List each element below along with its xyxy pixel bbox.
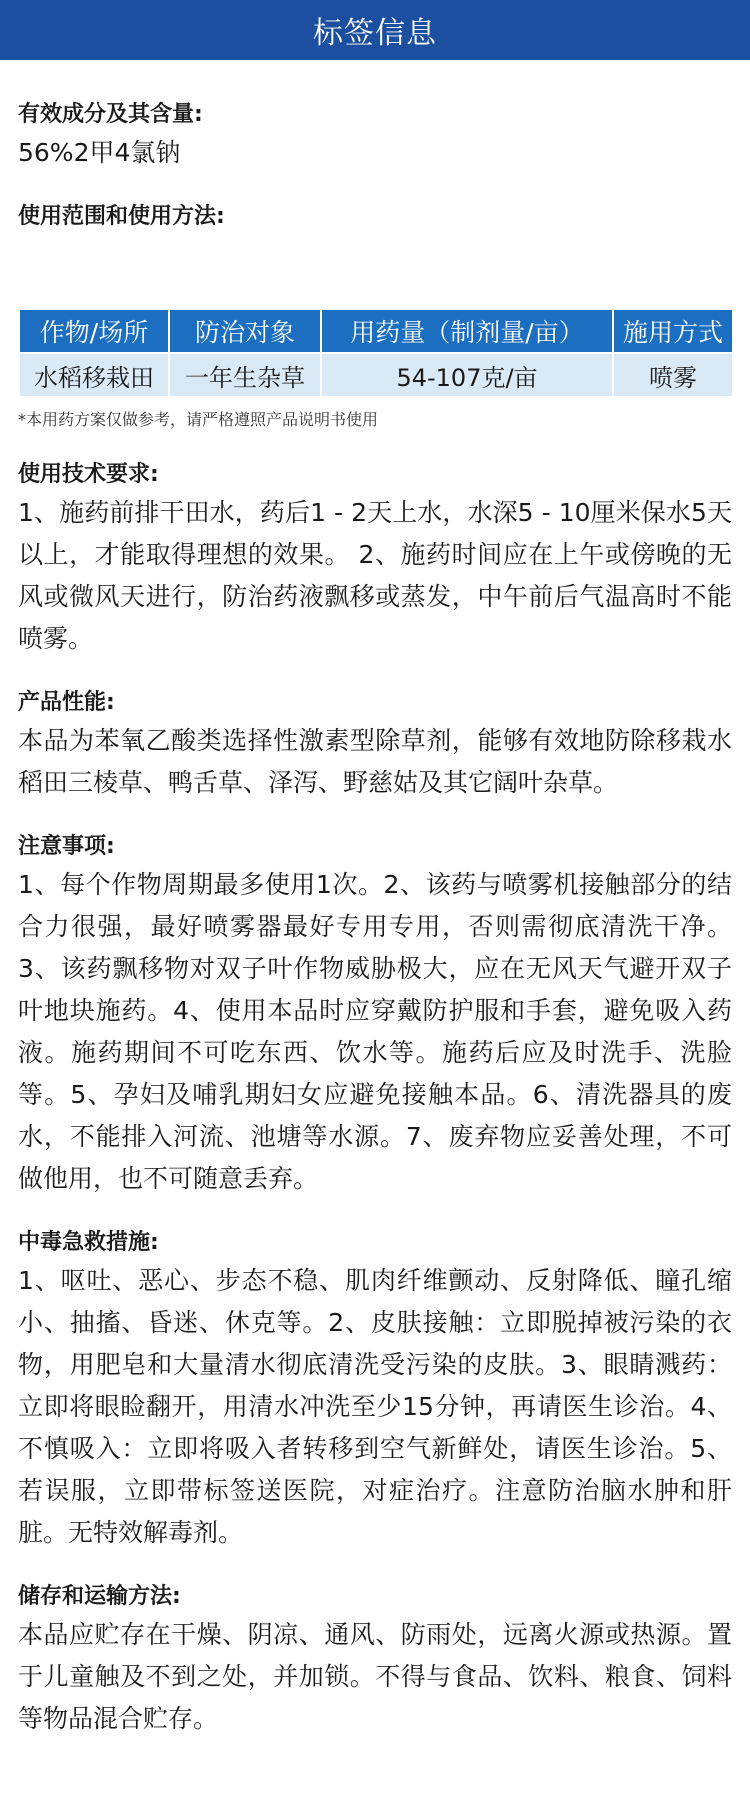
cell-crop: 水稻移栽田 [19, 353, 169, 397]
storage-title: 储存和运输方法: [18, 1584, 181, 1609]
ingredient-section [18, 98, 732, 174]
first-aid-text: 1、呕吐、恶心、步态不稳、肌肉纤维颤动、反射降低、瞳孔缩小、抽搐、昏迷、休克等。2、皮肤接触：立即脱掉被污染的衣物，用肥皂和大量清水彻底清洗受污染的皮肤。3、眼睛溅药：立即将眼睑翻开，用清水冲洗至少15分钟，再请医生诊治。4、不慎吸入：立即将吸入者转移到空气新鲜处，请医生诊治。5、若误服，立即带标签送医院，对症治疗。注意防治脑水肿和肝脏。无特效解毒剂。 [18, 1266, 732, 1547]
header-method: 施用方式 [613, 309, 733, 353]
performance-section [18, 686, 732, 804]
ingredient-title: 有效成分及其含量: [18, 102, 203, 127]
technique-text: 1、施药前排干田水，药后1 - 2天上水，水深5 - 10厘米保水5天以上，才能取得理想的效果。 2、施药时间应在上午或傍晚的无风或微风天进行，防治药液飘移或蒸发，中午前后气温高时不能喷雾。 [18, 498, 732, 653]
dosage-table [18, 308, 734, 398]
table-row [19, 353, 733, 397]
performance-text: 本品为苯氧乙酸类选择性激素型除草剂，能够有效地防除移栽水稻田三棱草、鸭舌草、泽泻、野慈姑及其它阔叶杂草。 [18, 726, 732, 797]
page-header [0, 0, 750, 60]
page-title: 标签信息 [313, 16, 437, 51]
header-target: 防治对象 [169, 309, 321, 353]
header-dosage: 用药量（制剂量/亩） [321, 309, 613, 353]
performance-title: 产品性能: [18, 690, 115, 715]
ingredient-value: 56%2甲4氯钠 [18, 138, 181, 167]
cell-method: 喷雾 [613, 353, 733, 397]
technique-section [18, 458, 732, 660]
storage-text: 本品应贮存在干燥、阴凉、通风、防雨处，远离火源或热源。置于儿童触及不到之处，并加锁。不得与食品、饮料、粮食、饲料等物品混合贮存。 [18, 1620, 732, 1733]
header-crop: 作物/场所 [19, 309, 169, 353]
usage-title: 使用范围和使用方法: [18, 204, 225, 229]
precautions-text: 1、每个作物周期最多使用1次。2、该药与喷雾机接触部分的结合力很强，最好喷雾器最好专用专用，否则需彻底清洗干净。3、该药飘移物对双子叶作物威胁极大，应在无风天气避开双子叶地块施药。4、使用本品时应穿戴防护服和手套，避免吸入药液。施药期间不可吃东西、饮水等。施药后应及时洗手、洗脸等。5、孕妇及哺乳期妇女应避免接触本品。6、清洗器具的废水，不能排入河流、池塘等水源。7、废弃物应妥善处理，不可做他用，也不可随意丢弃。 [18, 870, 732, 1193]
technique-title: 使用技术要求: [18, 462, 159, 487]
first-aid-title: 中毒急救措施: [18, 1230, 159, 1255]
usage-note: *本用药方案仅做参考，请严格遵照产品说明书使用 [18, 410, 379, 429]
cell-dosage: 54-107克/亩 [321, 353, 613, 397]
precautions-title: 注意事项: [18, 834, 115, 859]
label-content [0, 60, 750, 1740]
precautions-section [18, 830, 732, 1200]
first-aid-section [18, 1226, 732, 1554]
cell-target: 一年生杂草 [169, 353, 321, 397]
storage-section [18, 1580, 732, 1740]
dosage-table-header [19, 309, 733, 353]
usage-section [18, 200, 732, 432]
